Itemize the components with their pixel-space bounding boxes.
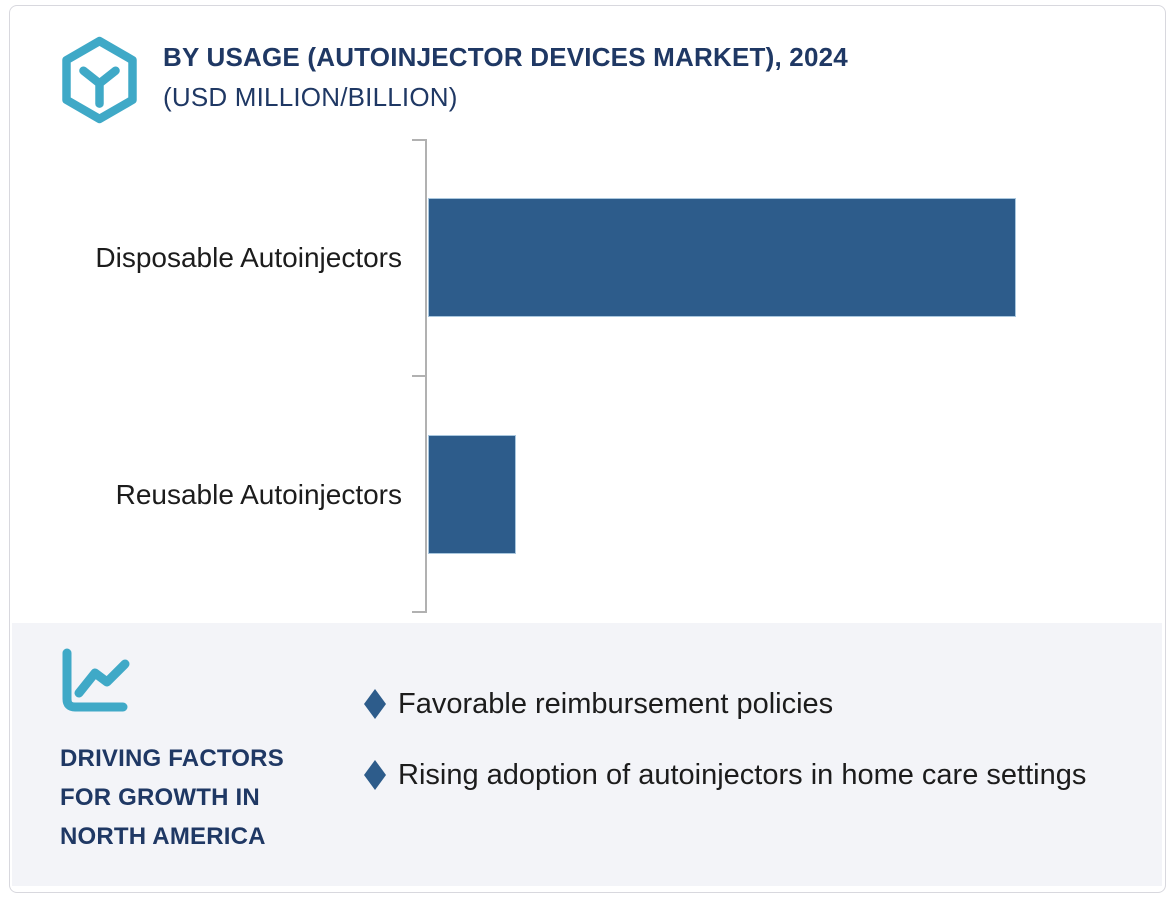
page-subtitle: (USD MILLION/BILLION) xyxy=(163,82,458,112)
bar-row xyxy=(0,376,1170,613)
bullet-list xyxy=(364,679,1124,821)
bar-row xyxy=(0,139,1170,376)
bar xyxy=(428,198,1016,317)
bullet-text: Rising adoption of autoinjectors in home care settings xyxy=(398,759,1087,791)
chart-rows xyxy=(0,139,1170,613)
bar xyxy=(428,435,516,554)
bullet-item xyxy=(364,679,1124,729)
bullet-text: Favorable reimbursement policies xyxy=(398,688,834,720)
driving-factors-panel xyxy=(12,623,1162,886)
diamond-bullet-icon xyxy=(364,689,386,719)
bar-category-label: Disposable Autoinjectors xyxy=(95,241,402,273)
bullet-item xyxy=(364,750,1124,800)
page-title: BY USAGE (AUTOINJECTOR DEVICES MARKET), 2024 xyxy=(163,42,848,72)
panel-heading: DRIVING FACTORS FOR GROWTH IN NORTH AMERICA xyxy=(60,745,284,850)
diamond-bullet-icon xyxy=(364,760,386,790)
hexagon-y-logo-icon xyxy=(57,36,142,124)
line-chart-icon xyxy=(57,647,133,717)
bar-category-label: Reusable Autoinjectors xyxy=(115,478,402,510)
title-block xyxy=(163,40,848,114)
bar-chart xyxy=(0,139,1170,613)
